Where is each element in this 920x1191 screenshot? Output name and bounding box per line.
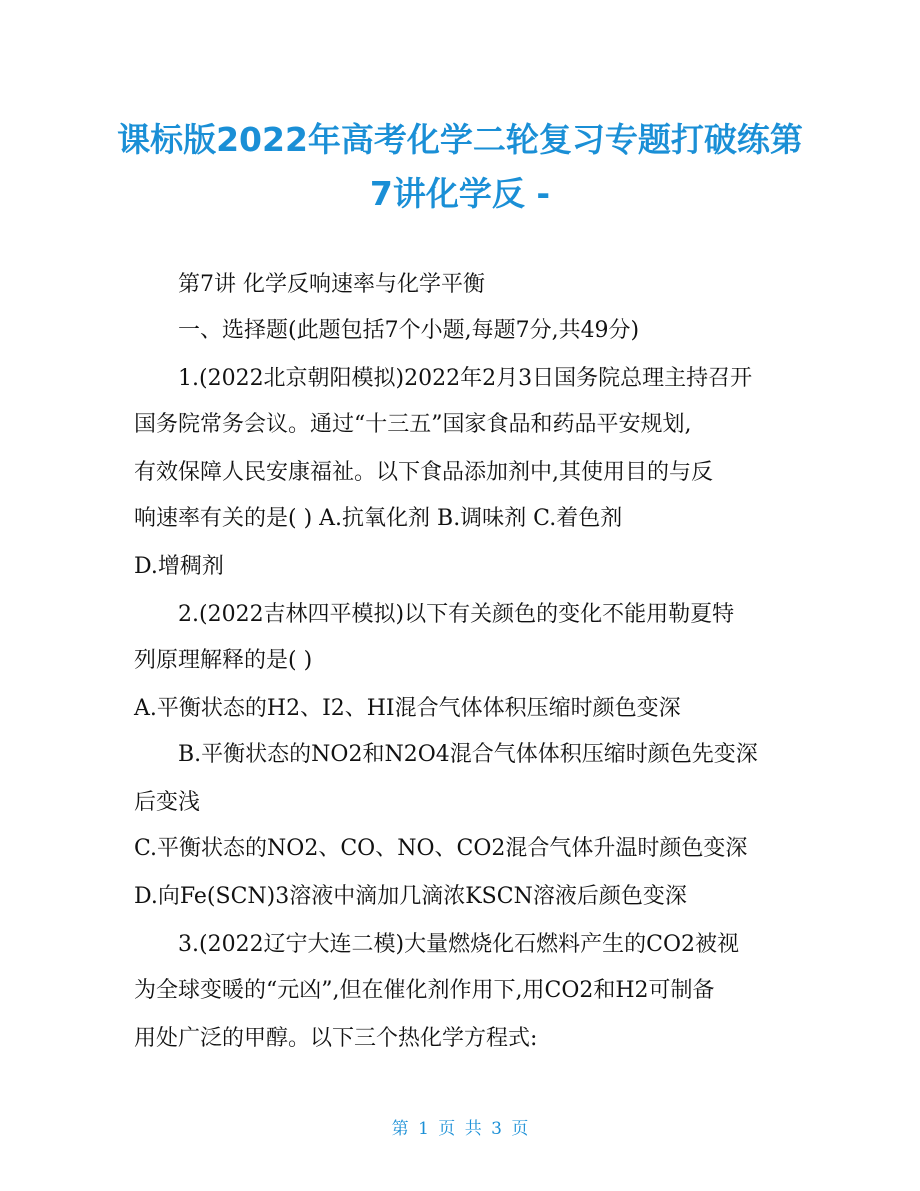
- question-1-line-3: 有效保障人民安康福祉。以下食品添加剂中,其使用目的与反: [134, 460, 713, 485]
- section-heading: 第7讲 化学反响速率与化学平衡: [178, 272, 485, 297]
- question-2-option-b: B.平衡状态的NO2和N2O4混合气体体积压缩时颜色先变深: [178, 742, 758, 767]
- question-1-line-1: 1.(2022北京朝阳模拟)2022年2月3日国务院总理主持召开: [178, 366, 753, 391]
- question-1-option-d: D.增稠剂: [134, 554, 224, 579]
- question-3-line-2: 为全球变暖的“元凶”,但在催化剂作用下,用CO2和H2可制备: [134, 978, 715, 1003]
- question-2-option-b-cont: 后变浅: [134, 790, 201, 815]
- document-title-line-1: 课标版2022年高考化学二轮复习专题打破练第: [117, 120, 803, 159]
- question-2-line-1: 2.(2022吉林四平模拟)以下有关颜色的变化不能用勒夏特: [178, 602, 735, 627]
- question-3-line-3: 用处广泛的甲醇。以下三个热化学方程式:: [134, 1026, 538, 1051]
- question-1-line-2: 国务院常务会议。通过“十三五”国家食品和药品平安规划,: [134, 412, 692, 437]
- question-2-line-2: 列原理解释的是( ): [134, 648, 313, 673]
- document-title-line-2: 7讲化学反 -: [369, 174, 551, 213]
- question-1-line-4: 响速率有关的是( ) A.抗氧化剂 B.调味剂 C.着色剂: [134, 506, 623, 531]
- question-3-line-1: 3.(2022辽宁大连二模)大量燃烧化石燃料产生的CO2被视: [178, 932, 740, 957]
- question-2-option-a: A.平衡状态的H2、I2、HI混合气体体积压缩时颜色变深: [134, 696, 681, 721]
- question-2-option-d: D.向Fe(SCN)3溶液中滴加几滴浓KSCN溶液后颜色变深: [134, 884, 687, 909]
- question-group-heading: 一、选择题(此题包括7个小题,每题7分,共49分): [178, 318, 640, 343]
- page-number-footer: 第 1 页 共 3 页: [391, 1119, 529, 1139]
- question-2-option-c: C.平衡状态的NO2、CO、NO、CO2混合气体升温时颜色变深: [134, 836, 748, 861]
